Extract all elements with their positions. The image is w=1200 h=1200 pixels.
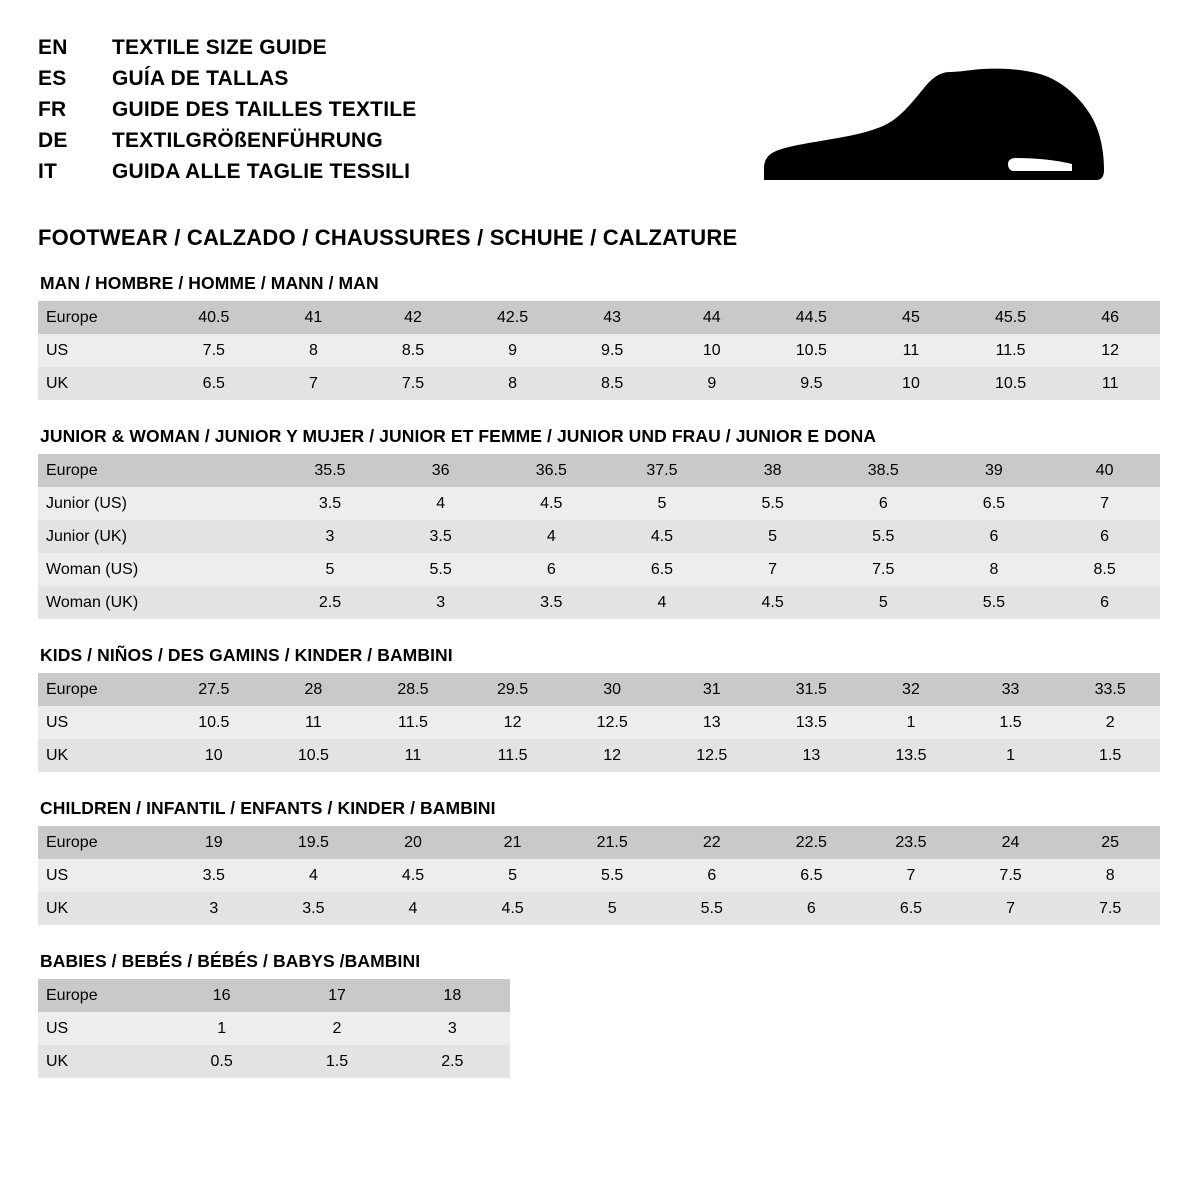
row-label: UK xyxy=(38,739,164,772)
table-cell: 4 xyxy=(363,892,463,925)
table-cell: 3 xyxy=(164,892,264,925)
row-label: Junior (UK) xyxy=(38,520,164,553)
table-cell: 19.5 xyxy=(264,826,364,859)
table-cell: 5.5 xyxy=(828,520,939,553)
table-cell: 12 xyxy=(1060,334,1160,367)
table-cell: 10.5 xyxy=(961,367,1061,400)
table-cell xyxy=(164,487,275,520)
table-cell: 1.5 xyxy=(1060,739,1160,772)
table-row xyxy=(38,673,1160,706)
table-title: CHILDREN / INFANTIL / ENFANTS / KINDER / BAMBINI xyxy=(40,798,496,818)
table-cell: 1.5 xyxy=(961,706,1061,739)
table-cell: 11 xyxy=(264,706,364,739)
table-cell: 4.5 xyxy=(717,586,828,619)
table-title: BABIES / BEBÉS / BÉBÉS / BABYS /BAMBINI xyxy=(40,951,421,971)
table-cell: 17 xyxy=(279,979,394,1012)
table-cell: 11 xyxy=(861,334,961,367)
language-title: TEXTILGRÖßENFÜHRUNG xyxy=(112,129,383,152)
table-cell: 42 xyxy=(363,301,463,334)
table-cell: 41 xyxy=(264,301,364,334)
table-cell: 5.5 xyxy=(717,487,828,520)
table-cell: 11.5 xyxy=(363,706,463,739)
size-table-junior-woman xyxy=(38,454,1160,619)
table-cell: 8.5 xyxy=(562,367,662,400)
table-cell: 44 xyxy=(662,301,762,334)
table-cell: 45.5 xyxy=(961,301,1061,334)
table-cell: 10 xyxy=(164,739,264,772)
table-cell: 4 xyxy=(264,859,364,892)
table-row xyxy=(38,334,1160,367)
language-code: DE xyxy=(38,129,68,152)
table-row xyxy=(38,1045,510,1078)
table-cell: 12.5 xyxy=(562,706,662,739)
table-cell: 3 xyxy=(395,1012,510,1045)
table-cell: 32 xyxy=(861,673,961,706)
table-row xyxy=(38,979,510,1012)
table-cell: 20 xyxy=(363,826,463,859)
row-label: UK xyxy=(38,1045,164,1078)
table-cell: 33 xyxy=(961,673,1061,706)
table-cell: 5 xyxy=(562,892,662,925)
language-row xyxy=(38,129,416,153)
table-cell: 2 xyxy=(1060,706,1160,739)
table-cell: 5 xyxy=(463,859,563,892)
table-cell: 8 xyxy=(1060,859,1160,892)
table-cell: 7 xyxy=(861,859,961,892)
table-cell: 21 xyxy=(463,826,563,859)
table-cell: 7 xyxy=(717,553,828,586)
table-cell: 3 xyxy=(385,586,496,619)
table-cell: 2.5 xyxy=(275,586,386,619)
table-cell: 11.5 xyxy=(463,739,563,772)
dress-shoe-icon xyxy=(764,66,1134,186)
table-title: KIDS / NIÑOS / DES GAMINS / KINDER / BAMBINI xyxy=(40,645,453,665)
table-cell: 3.5 xyxy=(385,520,496,553)
table-cell: 10.5 xyxy=(164,706,264,739)
table-cell: 1.5 xyxy=(279,1045,394,1078)
table-cell: 24 xyxy=(961,826,1061,859)
row-label: Europe xyxy=(38,454,164,487)
table-cell: 3.5 xyxy=(275,487,386,520)
table-cell: 37.5 xyxy=(607,454,718,487)
table-cell: 27.5 xyxy=(164,673,264,706)
table-block-kids xyxy=(38,645,1162,772)
table-cell: 13.5 xyxy=(762,706,862,739)
table-cell: 7.5 xyxy=(164,334,264,367)
table-cell: 35.5 xyxy=(275,454,386,487)
table-row xyxy=(38,739,1160,772)
table-block-man xyxy=(38,273,1162,400)
table-cell: 3.5 xyxy=(264,892,364,925)
table-cell: 3.5 xyxy=(496,586,607,619)
table-cell: 6 xyxy=(1049,586,1160,619)
table-row xyxy=(38,367,1160,400)
table-cell xyxy=(164,553,275,586)
table-cell: 0.5 xyxy=(164,1045,279,1078)
table-cell: 46 xyxy=(1060,301,1160,334)
row-label: UK xyxy=(38,367,164,400)
table-cell: 39 xyxy=(939,454,1050,487)
table-cell: 25 xyxy=(1060,826,1160,859)
table-cell: 4.5 xyxy=(607,520,718,553)
size-table-kids xyxy=(38,673,1160,772)
table-cell: 28.5 xyxy=(363,673,463,706)
table-cell: 6.5 xyxy=(939,487,1050,520)
table-cell: 5.5 xyxy=(939,586,1050,619)
table-cell: 2.5 xyxy=(395,1045,510,1078)
table-cell: 4 xyxy=(385,487,496,520)
table-cell: 3 xyxy=(275,520,386,553)
language-title: GUÍA DE TALLAS xyxy=(112,67,289,90)
table-cell: 4.5 xyxy=(496,487,607,520)
table-cell: 5 xyxy=(607,487,718,520)
table-row xyxy=(38,487,1160,520)
table-cell: 6.5 xyxy=(607,553,718,586)
language-title: TEXTILE SIZE GUIDE xyxy=(112,36,327,59)
table-cell: 42.5 xyxy=(463,301,563,334)
table-row xyxy=(38,520,1160,553)
row-label: Woman (UK) xyxy=(38,586,164,619)
table-cell: 4.5 xyxy=(463,892,563,925)
row-label: Europe xyxy=(38,301,164,334)
table-cell: 30 xyxy=(562,673,662,706)
language-row xyxy=(38,160,416,184)
table-cell: 5 xyxy=(828,586,939,619)
table-cell: 38.5 xyxy=(828,454,939,487)
language-title: GUIDA ALLE TAGLIE TESSILI xyxy=(112,160,411,183)
table-cell: 5 xyxy=(717,520,828,553)
table-block-babies xyxy=(38,951,1162,1078)
language-code: ES xyxy=(38,67,67,90)
table-cell: 11 xyxy=(363,739,463,772)
language-code: FR xyxy=(38,98,67,121)
row-label: Europe xyxy=(38,979,164,1012)
table-cell: 8 xyxy=(939,553,1050,586)
size-table-man xyxy=(38,301,1160,400)
table-cell: 10 xyxy=(662,334,762,367)
table-row xyxy=(38,826,1160,859)
table-cell: 10.5 xyxy=(762,334,862,367)
table-cell: 43 xyxy=(562,301,662,334)
language-row xyxy=(38,36,416,60)
table-cell: 6 xyxy=(496,553,607,586)
table-cell: 1 xyxy=(961,739,1061,772)
table-cell: 7 xyxy=(264,367,364,400)
language-row xyxy=(38,98,416,122)
table-cell: 9 xyxy=(662,367,762,400)
table-cell: 21.5 xyxy=(562,826,662,859)
table-cell: 13 xyxy=(762,739,862,772)
language-code: EN xyxy=(38,36,68,59)
table-cell: 9 xyxy=(463,334,563,367)
table-cell: 23.5 xyxy=(861,826,961,859)
header xyxy=(38,36,1162,191)
table-cell: 28 xyxy=(264,673,364,706)
size-table-children xyxy=(38,826,1160,925)
table-cell: 11 xyxy=(1060,367,1160,400)
table-cell: 31.5 xyxy=(762,673,862,706)
table-cell: 40 xyxy=(1049,454,1160,487)
table-cell: 38 xyxy=(717,454,828,487)
table-cell: 22 xyxy=(662,826,762,859)
table-cell: 40.5 xyxy=(164,301,264,334)
table-cell: 8.5 xyxy=(363,334,463,367)
table-cell: 36 xyxy=(385,454,496,487)
category-title: FOOTWEAR / CALZADO / CHAUSSURES / SCHUHE / CALZATURE xyxy=(38,225,738,250)
table-cell: 12.5 xyxy=(662,739,762,772)
table-cell: 9.5 xyxy=(762,367,862,400)
row-label: UK xyxy=(38,892,164,925)
table-cell: 7.5 xyxy=(961,859,1061,892)
row-label: US xyxy=(38,706,164,739)
language-title: GUIDE DES TAILLES TEXTILE xyxy=(112,98,417,121)
table-block-children xyxy=(38,798,1162,925)
table-cell: 4 xyxy=(496,520,607,553)
table-cell: 5.5 xyxy=(385,553,496,586)
table-row xyxy=(38,859,1160,892)
table-cell: 8 xyxy=(463,367,563,400)
table-cell: 18 xyxy=(395,979,510,1012)
table-cell: 22.5 xyxy=(762,826,862,859)
table-cell: 7 xyxy=(1049,487,1160,520)
table-title: MAN / HOMBRE / HOMME / MANN / MAN xyxy=(40,273,379,293)
table-cell: 4 xyxy=(607,586,718,619)
table-cell: 7 xyxy=(961,892,1061,925)
table-cell: 12 xyxy=(562,739,662,772)
language-list xyxy=(38,36,416,191)
table-cell: 13 xyxy=(662,706,762,739)
table-title: JUNIOR & WOMAN / JUNIOR Y MUJER / JUNIOR ET FEMME / JUNIOR UND FRAU / JUNIOR E DONA xyxy=(40,426,877,446)
table-cell: 6 xyxy=(828,487,939,520)
row-label: Europe xyxy=(38,673,164,706)
table-cell: 2 xyxy=(279,1012,394,1045)
row-label: US xyxy=(38,1012,164,1045)
table-cell: 19 xyxy=(164,826,264,859)
table-block-junior-woman xyxy=(38,426,1162,619)
table-cell xyxy=(164,454,275,487)
row-label: Woman (US) xyxy=(38,553,164,586)
table-cell: 33.5 xyxy=(1060,673,1160,706)
table-row xyxy=(38,706,1160,739)
table-cell: 7.5 xyxy=(828,553,939,586)
table-cell: 6 xyxy=(939,520,1050,553)
table-cell: 8.5 xyxy=(1049,553,1160,586)
table-row xyxy=(38,454,1160,487)
table-cell: 7.5 xyxy=(363,367,463,400)
table-cell: 44.5 xyxy=(762,301,862,334)
table-cell: 29.5 xyxy=(463,673,563,706)
table-row xyxy=(38,553,1160,586)
table-cell: 5 xyxy=(275,553,386,586)
table-cell: 1 xyxy=(861,706,961,739)
table-cell xyxy=(164,586,275,619)
row-label: Junior (US) xyxy=(38,487,164,520)
table-cell xyxy=(164,520,275,553)
table-cell: 11.5 xyxy=(961,334,1061,367)
table-cell: 45 xyxy=(861,301,961,334)
table-cell: 4.5 xyxy=(363,859,463,892)
table-cell: 8 xyxy=(264,334,364,367)
table-cell: 10.5 xyxy=(264,739,364,772)
row-label: US xyxy=(38,859,164,892)
table-cell: 12 xyxy=(463,706,563,739)
table-cell: 9.5 xyxy=(562,334,662,367)
table-cell: 6.5 xyxy=(164,367,264,400)
row-label: Europe xyxy=(38,826,164,859)
table-cell: 6 xyxy=(762,892,862,925)
table-cell: 1 xyxy=(164,1012,279,1045)
table-row xyxy=(38,1012,510,1045)
table-cell: 6.5 xyxy=(762,859,862,892)
table-cell: 5.5 xyxy=(662,892,762,925)
table-cell: 10 xyxy=(861,367,961,400)
table-cell: 6 xyxy=(1049,520,1160,553)
table-cell: 5.5 xyxy=(562,859,662,892)
table-cell: 13.5 xyxy=(861,739,961,772)
table-cell: 7.5 xyxy=(1060,892,1160,925)
language-row xyxy=(38,67,416,91)
table-row xyxy=(38,586,1160,619)
table-cell: 6 xyxy=(662,859,762,892)
table-row xyxy=(38,301,1160,334)
table-cell: 3.5 xyxy=(164,859,264,892)
table-row xyxy=(38,892,1160,925)
table-cell: 36.5 xyxy=(496,454,607,487)
table-cell: 16 xyxy=(164,979,279,1012)
row-label: US xyxy=(38,334,164,367)
table-cell: 6.5 xyxy=(861,892,961,925)
size-table-babies xyxy=(38,979,510,1078)
language-code: IT xyxy=(38,160,58,183)
table-cell: 31 xyxy=(662,673,762,706)
